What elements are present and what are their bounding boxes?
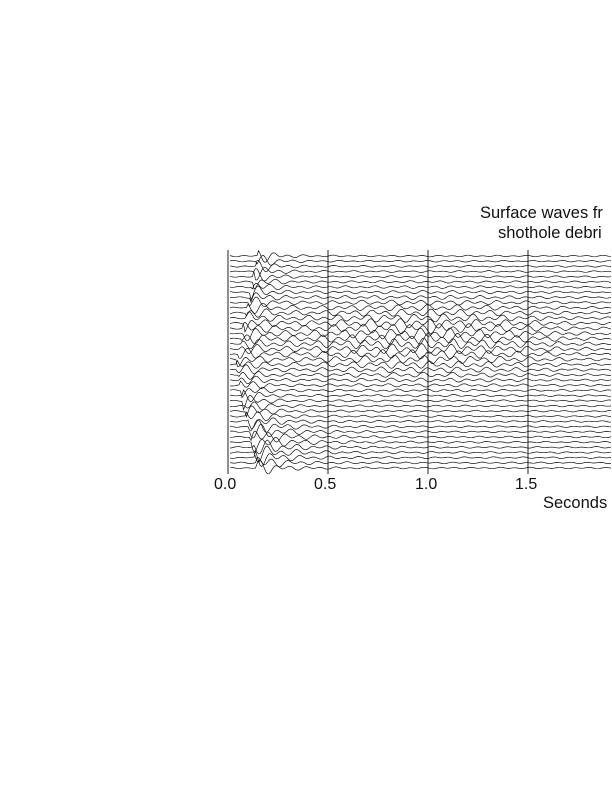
seismic-trace xyxy=(230,255,611,265)
seismic-trace xyxy=(230,460,611,474)
seismic-trace xyxy=(230,402,611,410)
annotation-line-2: shothole debri xyxy=(498,224,602,242)
seismic-trace xyxy=(230,458,611,467)
seismic-trace xyxy=(230,412,611,421)
seismic-trace xyxy=(230,251,611,263)
seismic-trace xyxy=(230,344,611,354)
seismic-trace xyxy=(230,396,611,410)
seismic-trace xyxy=(230,418,611,429)
x-axis-label: Seconds xyxy=(543,494,608,512)
seismic-trace xyxy=(230,283,611,289)
time-gridlines xyxy=(228,250,528,474)
seismic-trace xyxy=(230,440,611,454)
seismic-trace xyxy=(230,303,611,313)
seismic-traces xyxy=(230,251,611,474)
seismic-trace xyxy=(230,269,611,282)
seismic-trace xyxy=(230,267,611,280)
seismic-trace xyxy=(230,319,611,332)
seismic-trace xyxy=(230,279,611,289)
annotation-line-1: Surface waves fr xyxy=(480,204,603,222)
x-tick-label: 1.5 xyxy=(515,476,538,493)
seismic-trace xyxy=(230,390,611,402)
x-tick-label: 0.0 xyxy=(214,476,237,493)
seismic-trace xyxy=(230,286,611,300)
seismic-trace xyxy=(230,348,611,359)
seismic-trace xyxy=(230,381,611,389)
seismic-trace xyxy=(230,297,611,307)
x-tick-label: 0.5 xyxy=(314,476,337,493)
seismic-trace xyxy=(230,328,611,341)
seismic-trace xyxy=(230,333,611,344)
seismic-trace xyxy=(230,361,611,369)
seismic-trace xyxy=(230,376,611,384)
seismic-trace xyxy=(230,431,611,442)
x-tick-label: 1.0 xyxy=(415,476,438,493)
seismic-trace xyxy=(230,261,611,272)
seismic-trace xyxy=(230,438,611,452)
